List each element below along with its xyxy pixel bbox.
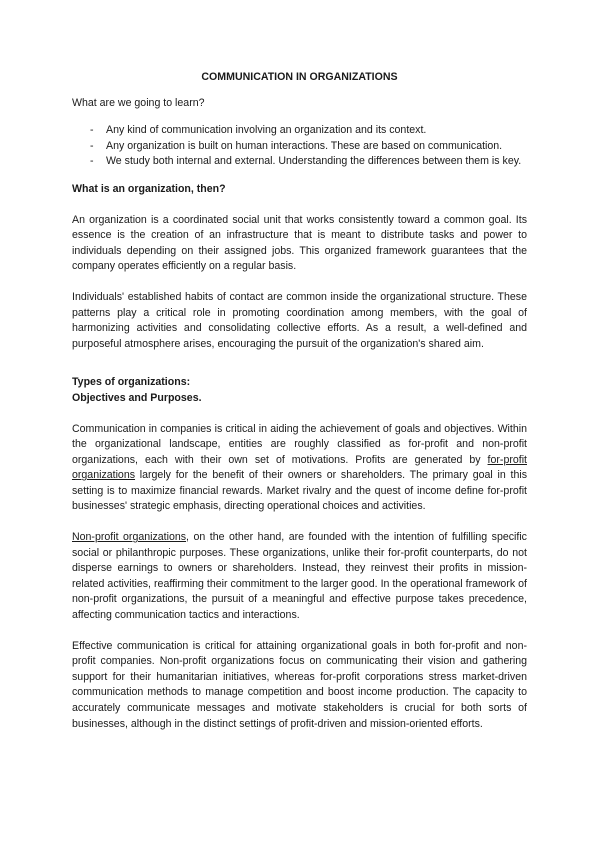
document-title: COMMUNICATION IN ORGANIZATIONS xyxy=(201,71,398,83)
paragraph-effective-communication: Effective communication is critical for attaining organizational goals in both for-profit and non-profit companies. Non-profit organizations focus on communicating their vision and gathering support for their humanitarian initiatives, whereas for-profit corporations stress market-driven communication methods to manage competition and boost income production. The capacity to accurately communicate messages and motivate stakeholders is crucial for both sorts of businesses, although in the distinct settings of profit-driven and mission-oriented efforts. xyxy=(72,639,527,730)
paragraph-for-profit xyxy=(72,422,527,516)
section-heading-types-line1: Types of organizations: xyxy=(72,376,191,389)
section-heading-organization: What is an organization, then? xyxy=(72,182,226,195)
paragraph-text: , on the other hand, are founded with the intention of fulfilling specific social or philanthropic purposes. These organizations, unlike their for-profit counterparts, do not disperse earnings to owners or shareholders. Instead, they reinvest their profits in mission-related activities, reaffirming their commitment to the larger good. In the operational framework of non-profit organizations, the pursuit of a meaningful and effective purpose takes precedence, affecting communication tactics and interactions. xyxy=(72,531,527,622)
paragraph-organization-habits: Individuals' established habits of contact are common inside the organizational structure. These patterns play a critical role in promoting coordination among members, with the goal of harmonizing activities and consolidating collective efforts. As a result, a well-defined and purposeful atmosphere arises, encouraging the pursuit of the organization's shared aim. xyxy=(72,290,527,350)
section-heading-types xyxy=(72,375,527,406)
bullet-dash: - xyxy=(90,155,94,168)
bullet-text: Any kind of communication involving an organization and its context. xyxy=(106,124,427,137)
list-item xyxy=(72,154,527,170)
paragraph-non-profit xyxy=(72,530,527,624)
for-profit-link[interactable]: for-profit organizations xyxy=(72,453,527,482)
non-profit-link[interactable]: Non-profit organizations xyxy=(72,531,187,544)
paragraph-organization-definition: An organization is a coordinated social unit that works consistently toward a common goal. Its essence is the creation of an infrastructure that is meant to distribute tasks and power to individuals depending on their assigned jobs. This organized framework guarantees that the company operates efficiently on a regular basis. xyxy=(72,213,527,273)
intro-question: What are we going to learn? xyxy=(72,96,205,109)
paragraph-text: largely for the benefit of their owners or shareholders. The primary goal in this setting is to maximize financial rewards. Market rivalry and the quest of income define for-profit businesses' strategic emphasis, directing operational choices and activities. xyxy=(72,469,527,513)
bullet-text: We study both internal and external. Understanding the differences between them is key. xyxy=(106,155,522,168)
bullet-dash: - xyxy=(90,139,94,152)
bullet-text: Any organization is built on human interactions. These are based on communication. xyxy=(106,139,503,152)
learning-bullet-list xyxy=(72,123,527,170)
bullet-dash: - xyxy=(90,124,94,137)
section-heading-types-line2: Objectives and Purposes. xyxy=(72,391,202,404)
paragraph-text: Communication in companies is critical in aiding the achievement of goals and objectives. Within the organizational landscape, entities are roughly classified as for-profit and non-profit organizations, each with their own set of motivations. Profits are generated by xyxy=(72,422,527,466)
list-item xyxy=(72,123,527,139)
document-page xyxy=(72,70,527,732)
list-item xyxy=(72,139,527,155)
